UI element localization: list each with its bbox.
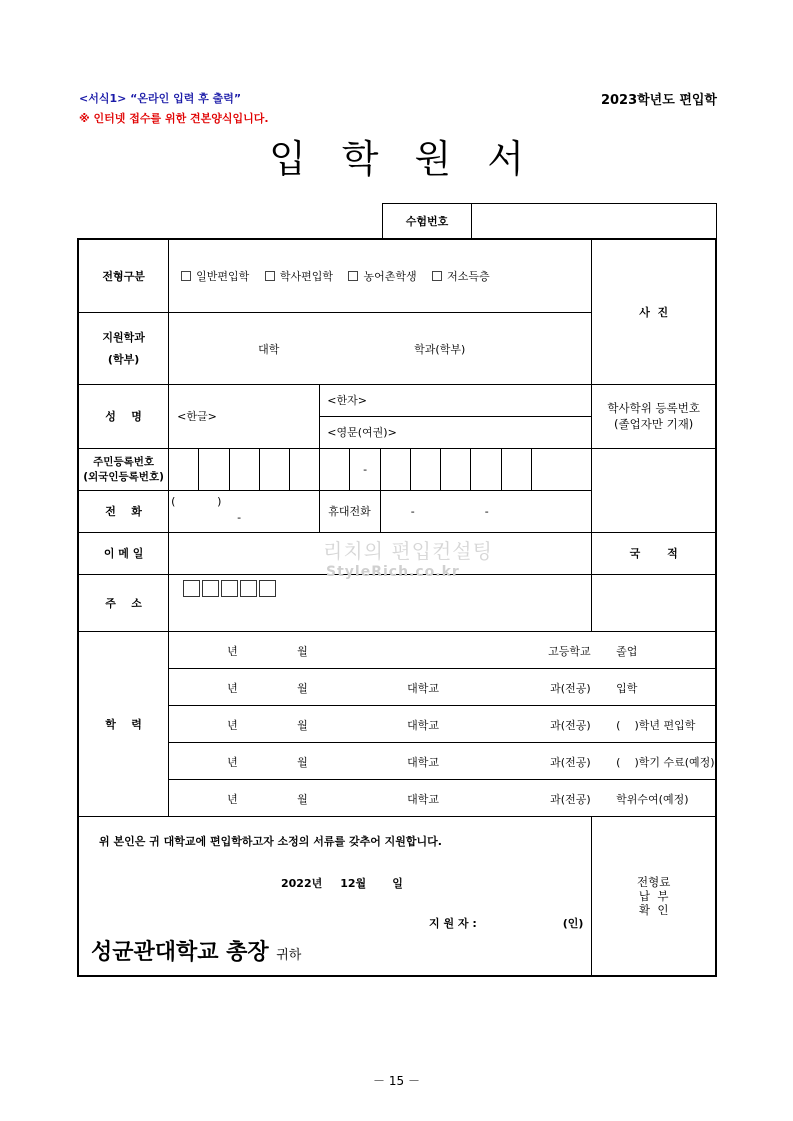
resident-digit-box[interactable] <box>290 448 320 490</box>
resident-digit-box[interactable] <box>471 448 501 490</box>
application-form <box>77 238 717 977</box>
address-label: 주 소 <box>78 574 169 631</box>
admission-type-options <box>169 239 592 312</box>
year-label: 2023학년도 편입학 <box>600 93 717 108</box>
name-hanja-field[interactable]: <한자> <box>320 384 592 416</box>
admission-type-label: 전형구분 <box>78 239 169 312</box>
page-number: － 15 － <box>373 1074 420 1088</box>
resident-digit-box[interactable] <box>380 448 410 490</box>
resident-number-label: 주민등록번호 (외국인등록번호) <box>78 448 169 490</box>
nationality-field[interactable] <box>592 574 716 631</box>
checkbox-icon[interactable] <box>348 271 358 281</box>
resident-digit-box[interactable] <box>441 448 471 490</box>
option-low-income[interactable]: 저소득층 <box>432 268 490 284</box>
resident-digit-box[interactable] <box>199 448 229 490</box>
postal-code-boxes[interactable] <box>183 580 591 618</box>
exam-number-table <box>382 203 717 238</box>
postal-digit-box <box>221 580 238 597</box>
degree-number-field[interactable] <box>592 448 716 532</box>
postal-digit-box <box>259 580 276 597</box>
resident-digit-box[interactable] <box>320 448 350 490</box>
resident-digit-box[interactable] <box>531 448 592 490</box>
mobile-label: 휴대전화 <box>320 490 380 532</box>
option-bachelor-transfer[interactable]: 학사편입학 <box>265 268 333 284</box>
page-title: 입학원서 <box>269 137 560 181</box>
seal-mark: (인) <box>562 916 584 930</box>
university-suffix: 대학 <box>258 342 280 356</box>
department-label: 지원학과 (학부) <box>78 312 169 384</box>
exam-number-label: 수험번호 <box>383 204 472 239</box>
address-field[interactable] <box>169 574 592 631</box>
phone-field[interactable]: ( ) - <box>169 490 320 532</box>
postal-digit-box <box>202 580 219 597</box>
department-field[interactable] <box>169 312 592 384</box>
form-label: <서식1> “온라인 입력 후 출력” <box>79 92 242 105</box>
department-suffix: 학과(학부) <box>414 342 466 356</box>
education-row[interactable]: 년 월 대학교 과(전공) 학위수여(예정) <box>169 779 716 816</box>
option-general-transfer[interactable]: 일반편입학 <box>181 268 249 284</box>
resident-digit-box[interactable] <box>259 448 289 490</box>
email-label: 이 메 일 <box>78 532 169 574</box>
declaration-statement: 위 본인은 귀 대학교에 편입학하고자 소정의 서류를 갖추어 지원합니다. <box>99 834 442 848</box>
education-label: 학 력 <box>78 631 169 816</box>
postal-digit-box <box>183 580 200 597</box>
resident-digit-box[interactable] <box>169 448 199 490</box>
name-label: 성 명 <box>78 384 169 448</box>
recipient: 성균관대학교 총장 귀하 <box>91 938 302 965</box>
photo-area[interactable]: 사 진 <box>592 239 716 384</box>
nationality-label: 국 적 <box>592 532 716 574</box>
declaration-date: 2022년 12월 일 <box>281 876 403 890</box>
notice-text: ※ 인터넷 접수를 위한 견본양식입니다. <box>79 112 269 125</box>
checkbox-icon[interactable] <box>181 271 191 281</box>
exam-number-field[interactable] <box>472 204 717 239</box>
watermark-url: StyleRich.co.kr <box>326 564 460 580</box>
resident-digit-box[interactable] <box>410 448 440 490</box>
name-english-field[interactable]: <영문(여권)> <box>320 416 592 448</box>
education-row[interactable]: 년 월 고등학교 졸업 <box>169 631 716 668</box>
education-row[interactable]: 년 월 대학교 과(전공) 입학 <box>169 668 716 705</box>
education-row[interactable]: 년 월 대학교 과(전공) ( )학기 수료(예정) <box>169 742 716 779</box>
name-korean-field[interactable]: <한글> <box>169 384 320 448</box>
phone-label: 전 화 <box>78 490 169 532</box>
resident-dash: - <box>350 448 380 490</box>
option-rural-student[interactable]: 농어촌학생 <box>348 268 416 284</box>
fee-confirm[interactable]: 전형료 납 부 확 인 <box>592 816 716 976</box>
education-row[interactable]: 년 월 대학교 과(전공) ( )학년 편입학 <box>169 705 716 742</box>
resident-digit-box[interactable] <box>229 448 259 490</box>
resident-digit-box[interactable] <box>501 448 531 490</box>
checkbox-icon[interactable] <box>265 271 275 281</box>
applicant-line[interactable]: 지 원 자 : (인) <box>429 916 584 930</box>
postal-digit-box <box>240 580 257 597</box>
checkbox-icon[interactable] <box>432 271 442 281</box>
mobile-field[interactable]: - - <box>380 490 592 532</box>
declaration-section <box>78 816 592 976</box>
degree-number-label: 학사학위 등록번호 (졸업자만 기재) <box>592 384 716 448</box>
watermark-text: 리치의 편입컨설팅 <box>323 539 493 563</box>
